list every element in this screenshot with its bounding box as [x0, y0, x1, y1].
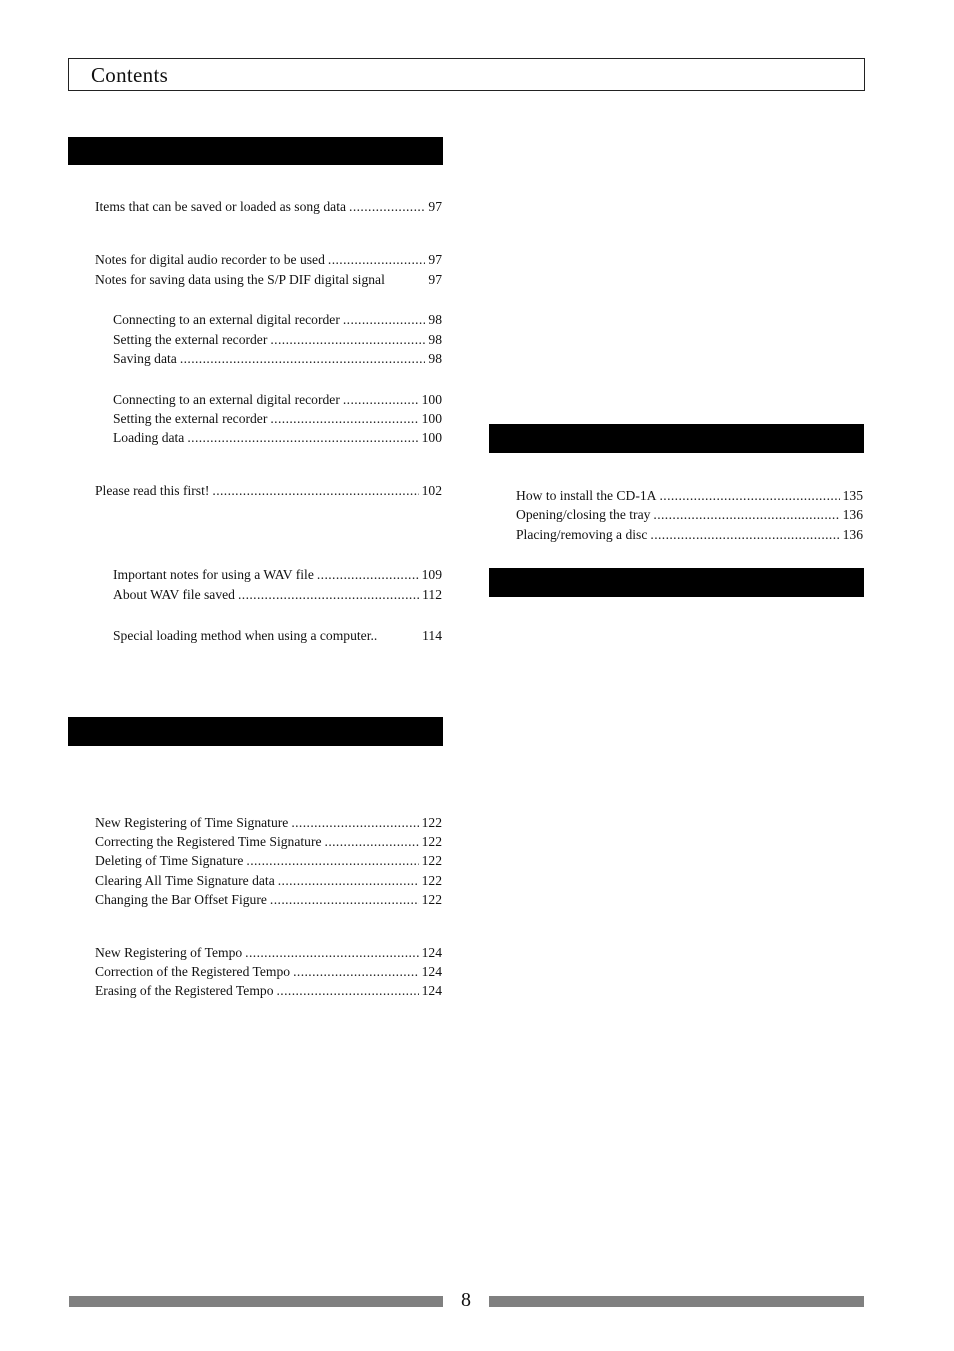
section-bar-right-1 [489, 424, 864, 453]
toc-entry-text: Changing the Bar Offset Figure [95, 892, 267, 907]
footer-bar-left [69, 1296, 443, 1307]
toc-entry-text: Connecting to an external digital recorder [113, 312, 340, 327]
toc-entry[interactable] [516, 505, 863, 524]
toc-leader-dots [180, 349, 426, 368]
toc-entry-text: Deleting of Time Signature [95, 853, 244, 868]
toc-entry-text: Saving data [113, 351, 177, 366]
page-title: Contents [91, 63, 169, 87]
toc-entry-text: Opening/closing the tray [516, 507, 651, 522]
toc-entry-page: 97 [428, 252, 442, 267]
toc-entry-page: 114 [422, 628, 442, 643]
toc-entry[interactable] [95, 270, 442, 289]
toc-entry[interactable] [113, 565, 442, 584]
toc-leader-dots [246, 851, 418, 870]
toc-entry-page: 124 [421, 964, 442, 979]
toc-entry[interactable] [95, 197, 442, 216]
toc-leader-dots [277, 981, 419, 1000]
toc-entry[interactable] [95, 481, 442, 500]
toc-entry-page: 122 [421, 892, 442, 907]
toc-entry-page: 98 [428, 351, 442, 366]
toc-leader-dots [343, 390, 419, 409]
toc-entry-page: 136 [842, 507, 863, 522]
toc-entry[interactable] [95, 813, 442, 832]
toc-leader-dots [238, 585, 419, 604]
page-number: 8 [461, 1289, 471, 1311]
toc-entry-text: Placing/removing a disc [516, 527, 648, 542]
toc-entry[interactable] [113, 390, 442, 409]
toc-entry-text: New Registering of Tempo [95, 945, 243, 960]
toc-leader-dots [349, 197, 425, 216]
toc-entry-text: About WAV file saved [113, 587, 235, 602]
toc-entry-page: 100 [421, 430, 442, 445]
toc-entry-text: Please read this first! [95, 483, 210, 498]
toc-leader-dots [343, 310, 426, 329]
toc-entry[interactable] [113, 330, 442, 349]
toc-entry-page: 122 [421, 834, 442, 849]
toc-entry-page: 122 [421, 853, 442, 868]
toc-entry-text: Loading data [113, 430, 185, 445]
toc-entry-text: Clearing All Time Signature data [95, 873, 275, 888]
toc-entry-text: New Registering of Time Signature [95, 815, 289, 830]
toc-entry-page: 98 [428, 312, 442, 327]
toc-entry-text: How to install the CD-1A [516, 488, 657, 503]
toc-entry-page: 124 [421, 983, 442, 998]
toc-entry[interactable] [113, 349, 442, 368]
section-bar-left-1 [68, 137, 443, 165]
toc-leader-dots [293, 962, 419, 981]
section-bar-right-2 [489, 568, 864, 597]
toc-entry-page: 135 [842, 488, 863, 503]
toc-entry[interactable] [95, 871, 442, 890]
toc-leader-dots [659, 486, 839, 505]
toc-entry-page: 100 [421, 411, 442, 426]
toc-entry[interactable] [113, 626, 442, 645]
toc-entry-page: 136 [842, 527, 863, 542]
toc-entry[interactable] [113, 428, 442, 447]
toc-entry[interactable] [516, 486, 863, 505]
toc-entry[interactable] [95, 851, 442, 870]
toc-entry-text: Special loading method when using a computer.. [113, 628, 378, 643]
toc-entry-page: 97 [428, 199, 442, 214]
toc-entry-page: 122 [421, 873, 442, 888]
toc-entry-text: Setting the external recorder [113, 332, 268, 347]
toc-leader-dots [278, 871, 419, 890]
footer-bar-right [489, 1296, 864, 1307]
toc-leader-dots [325, 832, 419, 851]
toc-leader-dots [245, 943, 418, 962]
toc-leader-dots [317, 565, 419, 584]
toc-leader-dots [187, 428, 418, 447]
toc-leader-dots [270, 330, 425, 349]
toc-leader-dots [270, 409, 418, 428]
toc-entry-page: 100 [421, 392, 442, 407]
toc-entry[interactable] [95, 943, 442, 962]
toc-entry[interactable] [516, 525, 863, 544]
toc-leader-dots [328, 250, 426, 269]
toc-leader-dots [650, 525, 839, 544]
toc-entry-text: Notes for saving data using the S/P DIF digital signal [95, 272, 385, 287]
toc-entry[interactable] [113, 585, 442, 604]
toc-entry-text: Erasing of the Registered Tempo [95, 983, 274, 998]
toc-entry-text: Correcting the Registered Time Signature [95, 834, 322, 849]
toc-entry-text: Notes for digital audio recorder to be used [95, 252, 325, 267]
toc-entry[interactable] [95, 832, 442, 851]
toc-entry-text: Correction of the Registered Tempo [95, 964, 291, 979]
toc-leader-dots [270, 890, 419, 909]
section-bar-left-2 [68, 717, 443, 746]
header-box [68, 58, 865, 91]
toc-entry-text: Connecting to an external digital recorder [113, 392, 340, 407]
toc-entry-text: Important notes for using a WAV file [113, 567, 314, 582]
toc-entry-page: 124 [421, 945, 442, 960]
toc-entry[interactable] [113, 310, 442, 329]
toc-entry[interactable] [95, 981, 442, 1000]
toc-leader-dots [653, 505, 839, 524]
toc-entry-page: 97 [428, 272, 442, 287]
toc-entry-text: Items that can be saved or loaded as song data [95, 199, 347, 214]
toc-entry[interactable] [95, 250, 442, 269]
toc-entry[interactable] [95, 962, 442, 981]
toc-entry-page: 102 [421, 483, 442, 498]
toc-leader-dots [212, 481, 418, 500]
toc-entry-text: Setting the external recorder [113, 411, 268, 426]
toc-entry[interactable] [95, 890, 442, 909]
toc-entry-page: 112 [422, 587, 442, 602]
toc-leader-dots [291, 813, 418, 832]
toc-entry-page: 109 [421, 567, 442, 582]
toc-entry-page: 98 [428, 332, 442, 347]
toc-entry[interactable] [113, 409, 442, 428]
toc-entry-page: 122 [421, 815, 442, 830]
